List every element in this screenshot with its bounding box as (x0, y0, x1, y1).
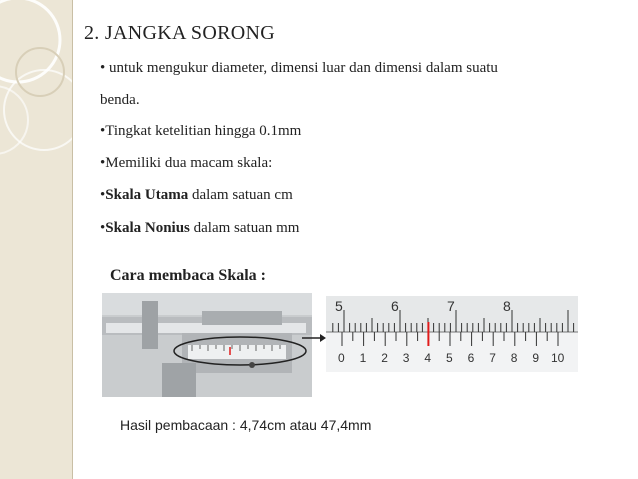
vernier-scale-label: 3 (402, 351, 410, 365)
arrow-icon (302, 333, 326, 343)
bullet-line-6 (100, 220, 299, 237)
bullet-line-4: •Memiliki dua macam skala: (100, 155, 273, 171)
main-scale-label: 8 (503, 298, 511, 314)
vernier-scale-label: 5 (446, 351, 453, 365)
decorative-circles (0, 0, 72, 479)
caliper-photo (102, 293, 312, 397)
bullet-6-term: Skala Nonius (105, 220, 190, 236)
slide-title: 2. JANGKA SORONG (84, 22, 275, 44)
vernier-scale-label: 6 (467, 351, 475, 365)
main-scale-label: 6 (391, 298, 399, 314)
bullet-line-2: benda. (100, 92, 140, 108)
bullet-6-prefix: • (100, 220, 106, 236)
reading-result: Hasil pembacaan : 4,74cm atau 47,4mm (120, 417, 372, 433)
bullet-5-term: Skala Utama (105, 187, 189, 203)
bullet-line-3: •Tingkat ketelitian hingga 0.1mm (100, 123, 302, 139)
vernier-scale-label: 4 (424, 351, 432, 365)
scale-zoom (326, 296, 578, 372)
main-scale-label: 7 (447, 298, 455, 314)
bullet-line-5 (100, 187, 293, 204)
vernier-scale-label: 10 (551, 351, 565, 365)
vernier-scale-label: 2 (381, 351, 388, 365)
vernier-scale-label: 9 (532, 351, 540, 365)
side-divider (72, 0, 73, 479)
bullet-6-text: dalam satuan mm (189, 220, 300, 236)
bullet-line-1: • untuk mengukur diameter, dimensi luar dan dimensi dalam suatu (100, 60, 498, 76)
bullet-5-text: dalam satuan cm (188, 187, 293, 203)
vernier-scale-drawing (326, 296, 578, 372)
subheading: Cara membaca Skala : (110, 267, 266, 284)
vernier-scale-label: 7 (489, 351, 496, 365)
vernier-scale-label: 0 (338, 351, 345, 365)
main-scale-label: 5 (335, 298, 343, 314)
vernier-scale-label: 1 (359, 351, 367, 365)
decorative-side-band (0, 0, 72, 479)
bullet-5-prefix: • (100, 187, 106, 203)
vernier-scale-label: 8 (510, 351, 518, 365)
